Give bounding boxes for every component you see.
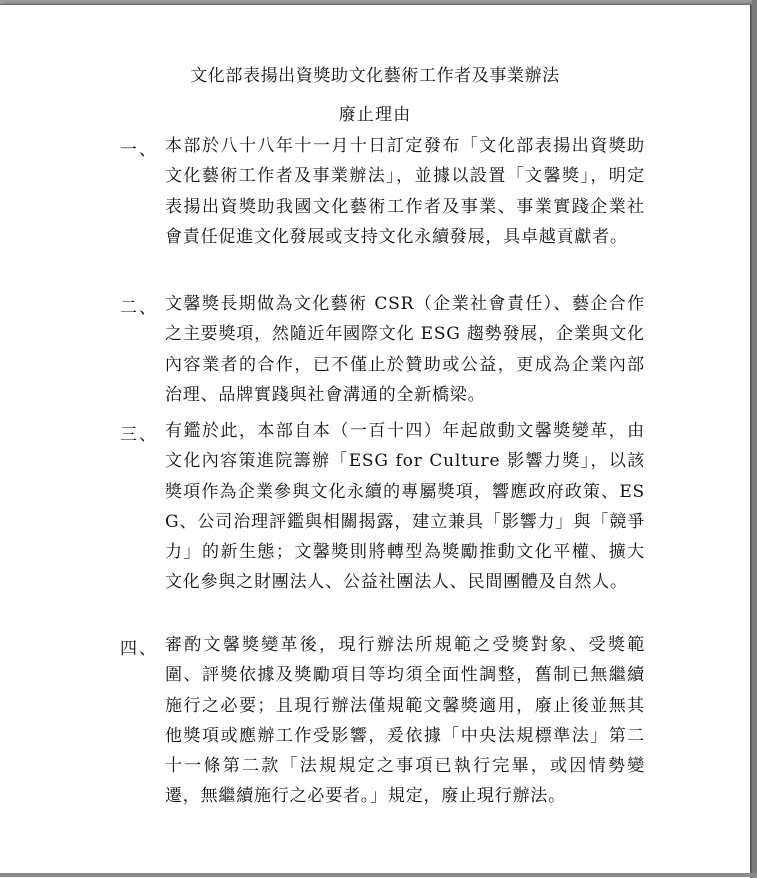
bottom-edge: [0, 873, 757, 877]
item-text-1: 本部於八十八年十一月十日訂定發布「文化部表揚出資獎助文化藝術工作者及事業辦法」，並據以設置「文馨獎」，明定表揚出資獎助我國文化藝術工作者及事業、事業實踐企業社會責任促進文化發展或支持文化永續發展，具卓越貢獻者。: [165, 136, 645, 247]
item-number-2: 二、: [120, 298, 158, 318]
item-text-3: 有鑑於此，本部自本（一百十四）年起啟動文馨獎變革，由文化內容策進院籌辦「ESG for Culture 影響力獎」，以該獎項作為企業參與文化永續的專屬獎項，響應政府政策、ESG、公司治理評鑑與相關揭露，建立兼具「影響力」與「競爭力」的新生態；文馨獎則將轉型為獎勵推動文化平權、擴大文化參與之財團法人、公益社團法人、民間團體及自然人。: [165, 421, 645, 593]
item-number-3: 三、: [120, 425, 158, 445]
item-text-2: 文馨獎長期做為文化藝術 CSR（企業社會責任）、藝企合作之主要獎項，然隨近年國際文化 ESG 趨勢發展，企業與文化內容業者的合作，已不僅止於贊助或公益，更成為企業內部治理、品牌實踐與社會溝通的全新橋梁。: [165, 294, 645, 405]
item-number-1: 一、: [120, 140, 158, 160]
vertical-scrollbar[interactable]: [752, 0, 757, 877]
document-page: [0, 4, 751, 878]
document-subtitle: 廢止理由: [338, 105, 412, 125]
item-text-4: 審酌文馨獎變革後，現行辦法所規範之受獎對象、受獎範圍、評獎依據及獎勵項目等均須全面性調整，舊制已無繼續施行之必要；且現行辦法僅規範文馨獎適用，廢止後並無其他獎項或應辦工作受影響，爰依據「中央法規標準法」第二十一條第二款「法規規定之事項已執行完畢，或因情勢變遷，無繼續施行之必要者。」規定，廢止現行辦法。: [165, 635, 645, 807]
item-number-4: 四、: [120, 639, 158, 659]
document-title: 文化部表揚出資獎助文化藝術工作者及事業辦法: [190, 66, 560, 86]
